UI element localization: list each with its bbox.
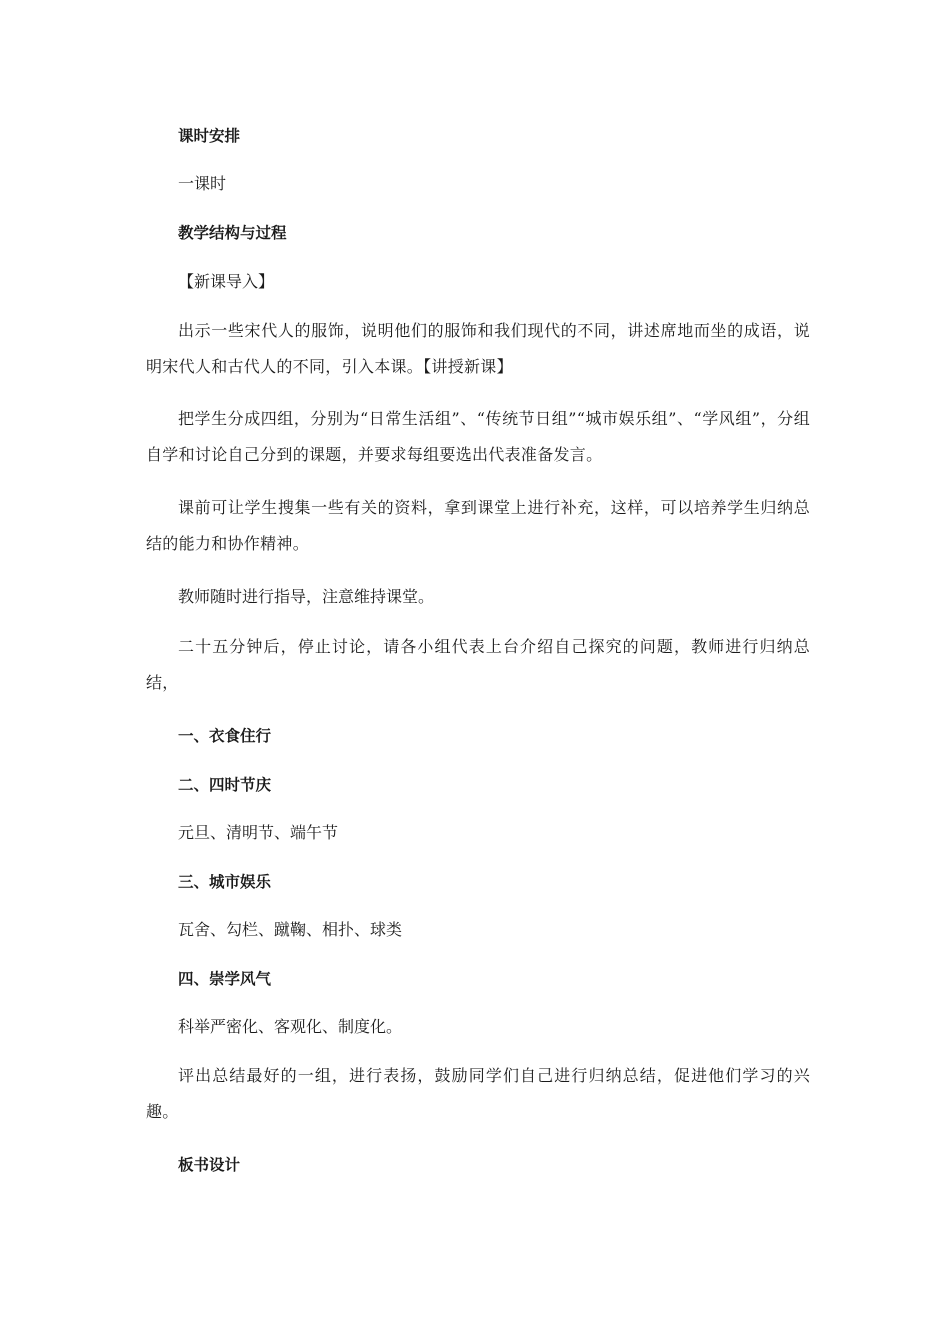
structure-heading: 教学结构与过程 xyxy=(178,224,287,242)
section3-content: 瓦舍、勾栏、蹴鞠、相扑、球类 xyxy=(178,920,403,939)
section1-heading: 一、衣食住行 xyxy=(178,727,272,745)
intro-paragraph: 出示一些宋代人的服饰，说明他们的服饰和我们现代的不同，讲述席地而坐的成语，说明宋代人和古代人的不同，引入本课。【讲授新课】 xyxy=(146,321,810,376)
board-heading: 板书设计 xyxy=(178,1156,241,1174)
intro-label: 【新课导入】 xyxy=(178,272,275,291)
section4-heading: 四、崇学风气 xyxy=(178,970,272,988)
summary-paragraph: 二十五分钟后，停止讨论，请各小组代表上台介绍自己探究的问题，教师进行归纳总结， xyxy=(146,637,810,692)
groups-paragraph: 把学生分成四组，分别为“日常生活组”、“传统节日组”“城市娱乐组”、“学风组”，分组自学和讨论自己分到的课题，并要求每组要选出代表准备发言。 xyxy=(146,409,810,464)
materials-paragraph: 课前可让学生搜集一些有关的资料，拿到课堂上进行补充，这样，可以培养学生归纳总结的能力和协作精神。 xyxy=(146,498,810,553)
section2-heading: 二、四时节庆 xyxy=(178,776,272,794)
section3-heading: 三、城市娱乐 xyxy=(178,873,272,891)
evaluation-paragraph: 评出总结最好的一组，进行表扬，鼓励同学们自己进行归纳总结，促进他们学习的兴趣。 xyxy=(146,1066,810,1121)
guidance-paragraph: 教师随时进行指导，注意维持课堂。 xyxy=(178,587,435,606)
schedule-heading: 课时安排 xyxy=(178,127,241,145)
section4-content: 科举严密化、客观化、制度化。 xyxy=(178,1017,403,1036)
section2-content: 元旦、清明节、端午节 xyxy=(178,823,339,842)
schedule-value: 一课时 xyxy=(178,174,227,193)
